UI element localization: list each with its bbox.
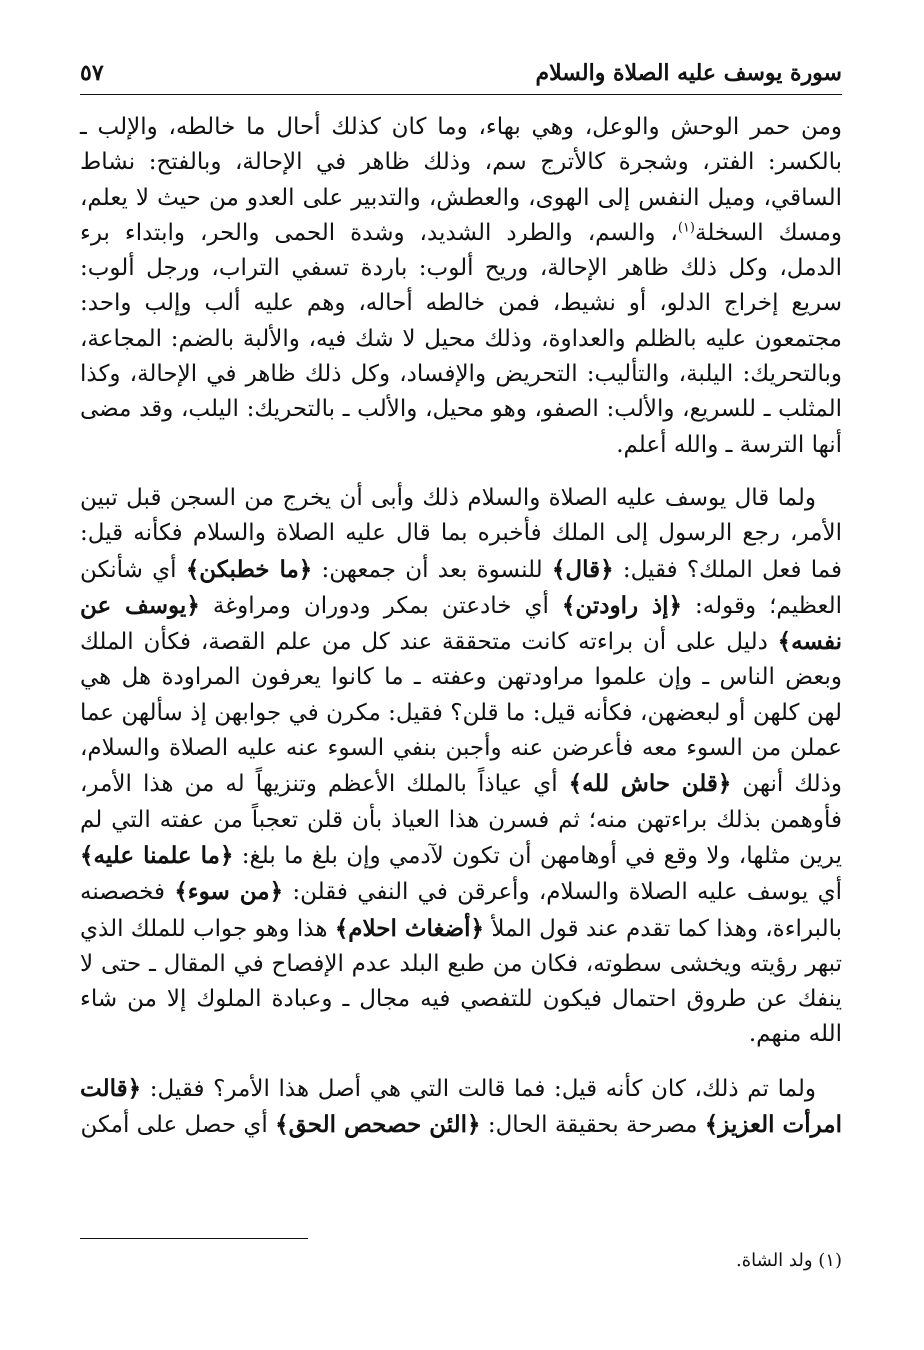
text-run: ، والسم، والطرد الشديد، وشدة الحمى والحر، وابتداء برء الدمل، وكل ذلك ظاهر الإحالة، وريح ألوب: باردة تسفي التراب، ورجل ألوب: سريع إخراج الدلو، أو نشيط، فمن خالطه أحاله، وهم عليه ألب وإلب واحد: مجتمعون عليه بالظلم والعداوة، وذلك محيل لا شك فيه، والألبة بالضم: المجاعة، وبالتحريك: اليلبة، والتأليب: التحريض والإفساد، وكل ذلك ظاهر في الإحالة، وكذا المثلب ـ للسريع، والألب: الصفو، وهو محيل، والألب ـ بالتحريك: اليلب، وقد مضى أنها الترسة ـ والله أعلم. bbox=[80, 219, 842, 458]
quran-quote: ﴿من سوء﴾ bbox=[174, 878, 284, 906]
text-run: هذا وهو جواب للملك الذي تبهر رؤيته ويخشى سطوته، فكان من طبع البلد عدم الإفصاح في المقال ـ حتى لا ينفك عن طروق احتمال فيكون للتفصي فيه مجال ـ وعبادة الملوك إلا من شاء الله منهم. bbox=[80, 915, 842, 1048]
quran-quote: ﴿يوسف عن نفسه﴾ bbox=[80, 591, 842, 656]
text-run: أي شأنكن العظيم؛ وقوله: bbox=[80, 556, 842, 619]
running-title: سورة يوسف عليه الصلاة والسلام bbox=[535, 60, 842, 86]
text-run: أي حصل على أمكن bbox=[80, 1112, 268, 1139]
text-run: أي خادعتن بمكر ودوران ومراوغة bbox=[212, 592, 549, 619]
text-run: أي يوسف عليه الصلاة والسلام، وأعرقن في النفي فقلن: bbox=[292, 879, 842, 906]
main-text bbox=[80, 110, 842, 1143]
text-run: للنسوة بعد أن جمعهن: bbox=[321, 556, 543, 583]
footnote-divider bbox=[80, 1238, 308, 1239]
quran-quote: ﴿الئن حصحص الحق﴾ bbox=[275, 1111, 481, 1139]
text-run: مصرحة بحقيقة الحال: bbox=[487, 1112, 698, 1139]
footnote bbox=[736, 1250, 842, 1271]
text-run: ومن حمر الوحش والوعل، وهي بهاء، وما كان كذلك أحال ما خالطه، والإلب ـ بالكسر: الفتر، وشجرة كالأترج سم، وذلك ظاهر في الإحالة، وبالفتح: نشاط الساقي، وميل النفس إلى الهوى، والعطش، والتدبير على العدو من حيث لا يعلم، ومسك السخلة bbox=[80, 114, 842, 246]
quran-quote: ﴿أضغاث احلام﴾ bbox=[334, 914, 485, 942]
quran-quote: ﴿قلن حاش لله﴾ bbox=[568, 770, 732, 798]
text-run: ولما قال يوسف عليه الصلاة والسلام ذلك وأبى أن يخرج من السجن قبل تبين الأمر، رجع الرسول إلى الملك فأخبره بما قال عليه الصلاة والسلام فكأنه قيل: فما فعل الملك؟ فقيل: bbox=[80, 484, 843, 583]
quran-quote: ﴿ما خطبكن﴾ bbox=[185, 555, 313, 583]
quran-quote: ﴿قالت امرأت العزيز﴾ bbox=[80, 1074, 842, 1139]
quran-quote: ﴿قال﴾ bbox=[551, 555, 614, 583]
page-number: ٥٧ bbox=[80, 60, 104, 86]
text-run: ولما تم ذلك، كان كأنه قيل: فما قالت التي هي أصل هذا الأمر؟ فقيل: bbox=[149, 1075, 817, 1102]
paragraph-3 bbox=[80, 1071, 842, 1144]
text-run: فخصصنه بالبراءة، وهذا كما تقدم عند قول الملأ bbox=[80, 879, 842, 942]
text-run: دليل على أن براءته كانت متحققة عند كل من علم القصة، فكأن الملك وبعض الناس ـ وإن علموا مراودتهن وعفته ـ ما كانوا يعرفون المراودة هل هي لهن كلهن أو لبعضهن، فكأنه قيل: ما قلن؟ فقيل: مكرن في جوابهن إذ سألهن عما عملن من السوء معه فأعرضن عنه وأجبن بنفي السوء عنه عليه الصلاة والسلام، وذلك أنهن bbox=[80, 629, 843, 798]
footnote-text: ولد الشاة. bbox=[736, 1250, 813, 1271]
footnote-marker: (١) bbox=[677, 220, 695, 236]
quran-quote: ﴿ما علمنا عليه﴾ bbox=[80, 841, 234, 869]
footnote-number: (١) bbox=[818, 1250, 842, 1271]
page-header bbox=[80, 58, 842, 95]
text-run: أي عياذاً بالملك الأعظم وتنزيهاً له من هذا الأمر، فأوهمن بذلك براءتهن منه؛ ثم فسرن هذا العياذ بأن قلن تعجباً من عفته التي لم يرين مثلها، ولا وقع في أوهامهن أن تكون لآدمي وإن بلغ ما بلغ: bbox=[80, 771, 842, 869]
quran-quote: ﴿إذ راودتن﴾ bbox=[561, 591, 682, 619]
paragraph-2 bbox=[80, 481, 842, 1053]
paragraph-1 bbox=[80, 110, 842, 463]
